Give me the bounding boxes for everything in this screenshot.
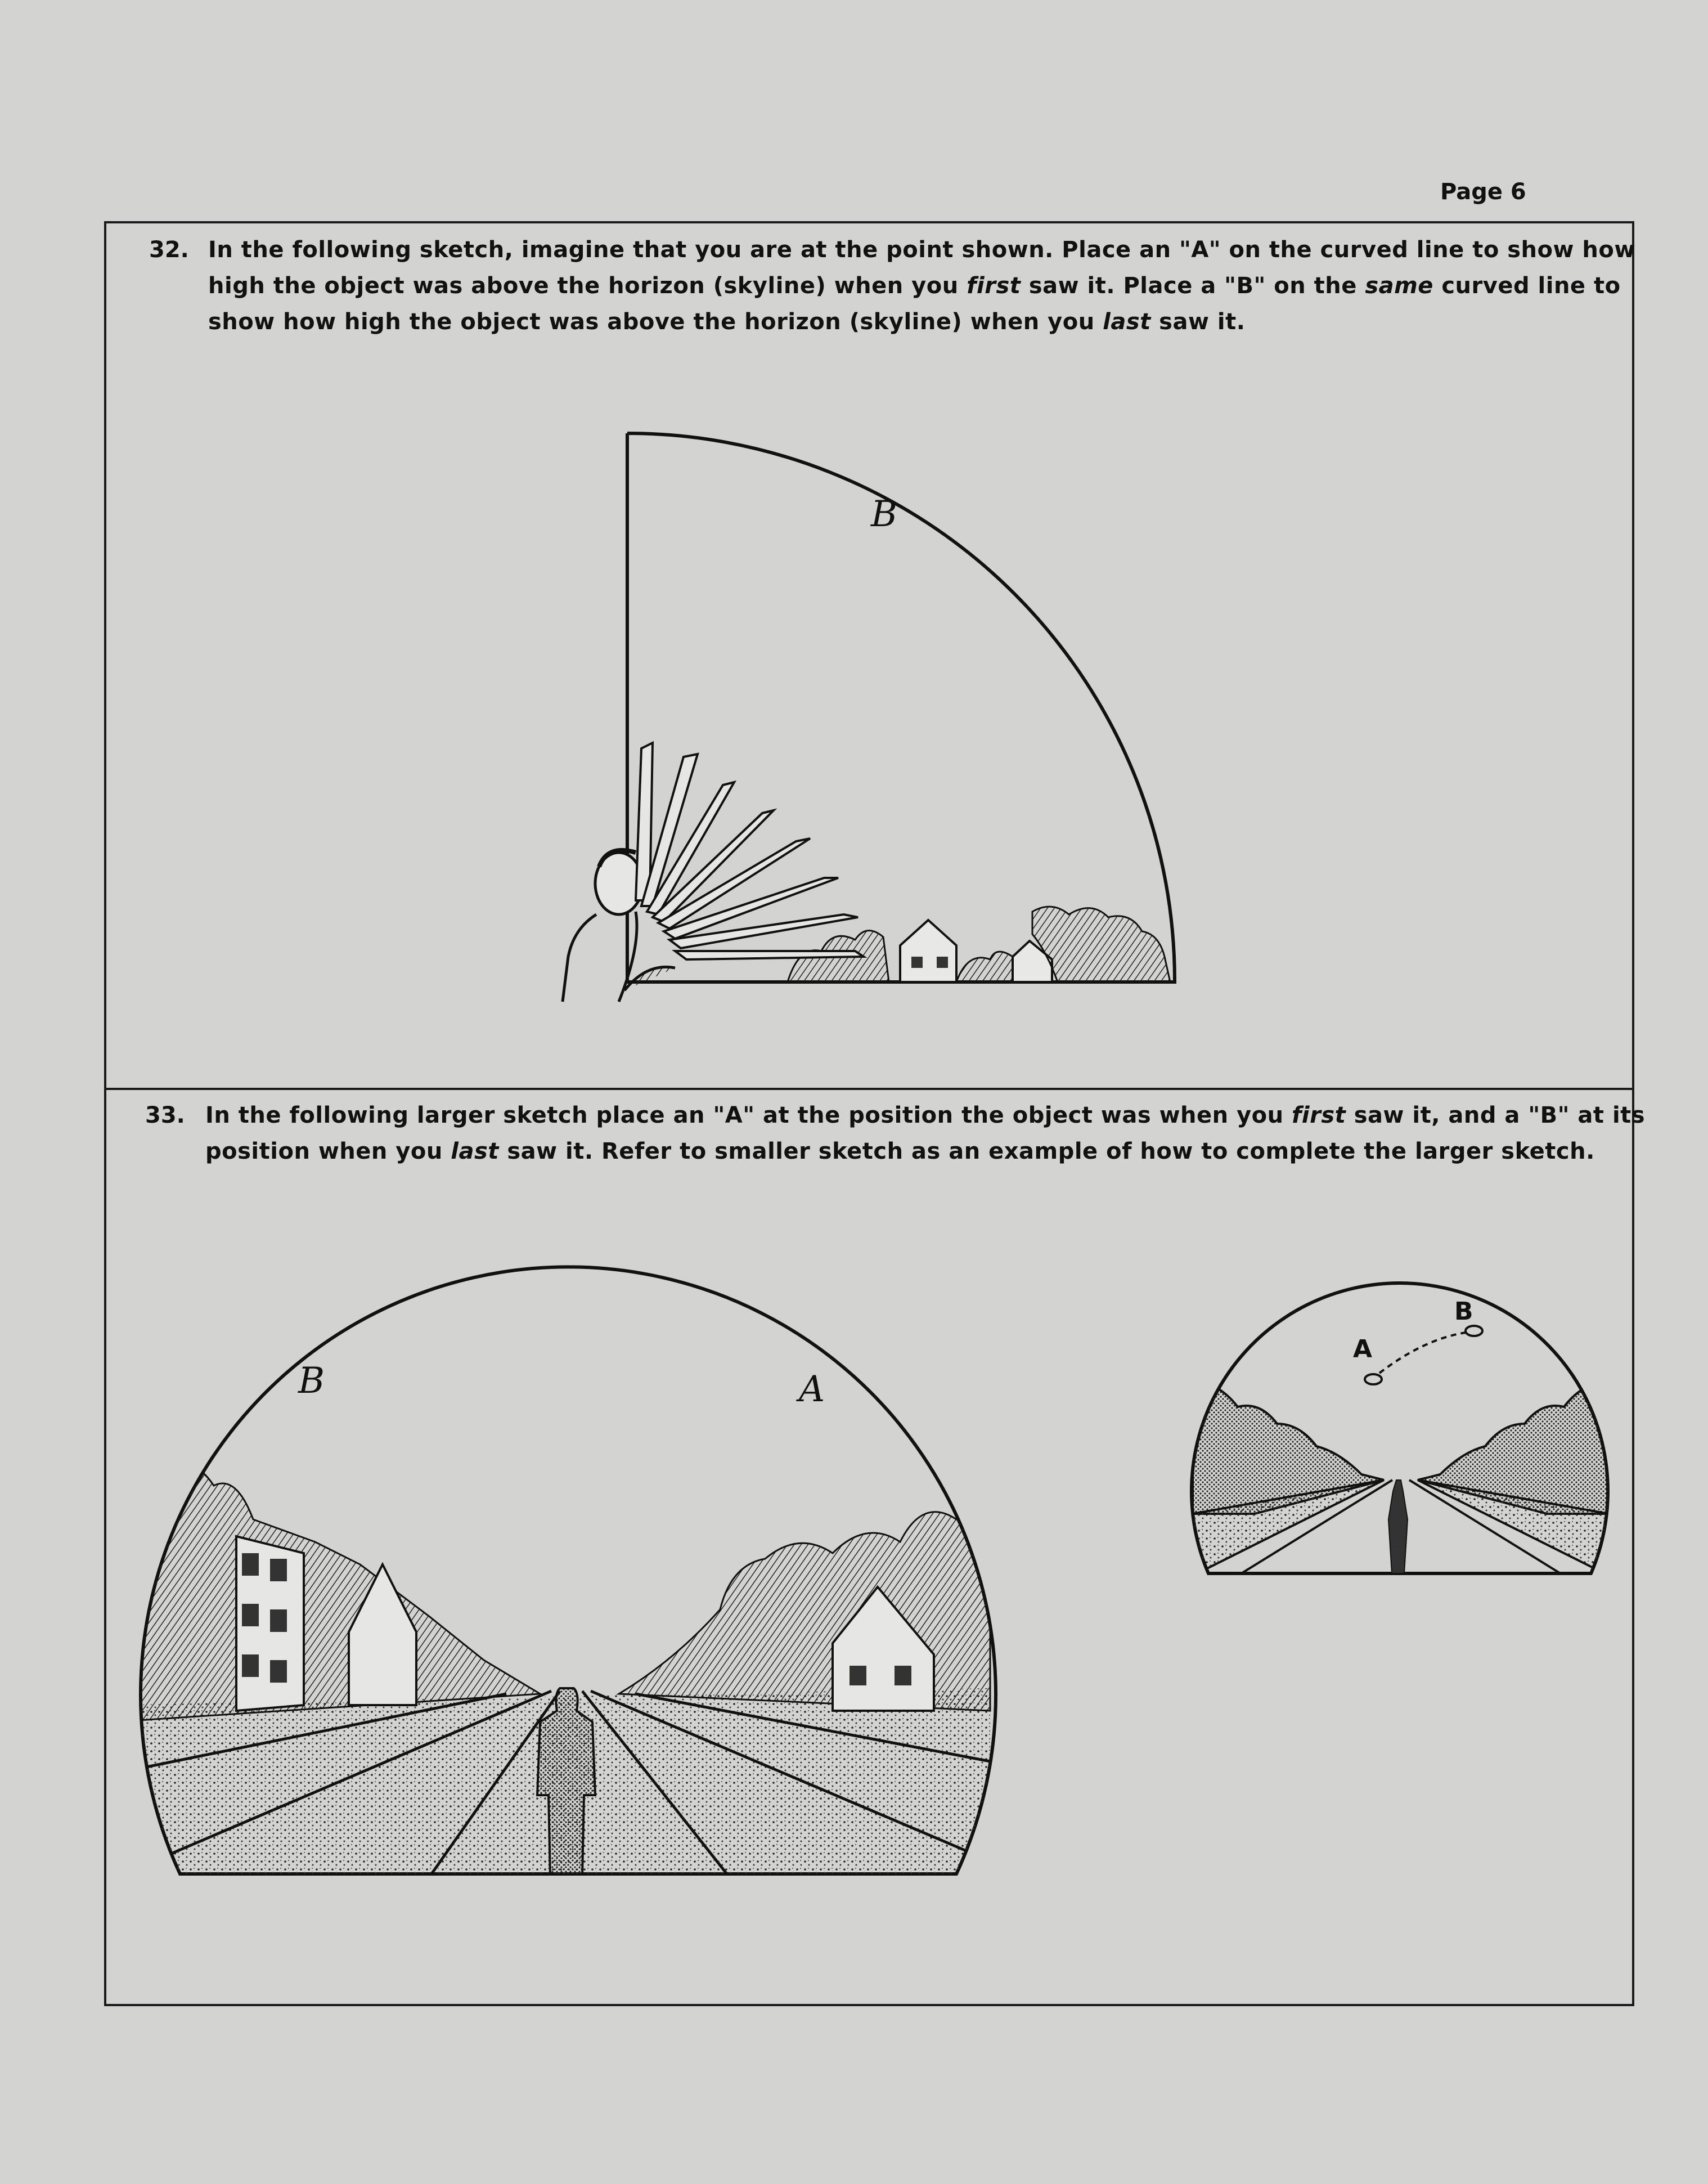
question-33-line-1: In the following larger sketch place an "A" at the position the object was when you first saw it, and a "B" at its: [205, 1102, 1646, 1128]
question-32-line-1: In the following sketch, imagine that you are at the point shown. Place an "A" on the curved line to show how: [208, 237, 1635, 263]
page-number: Page 6: [1440, 179, 1526, 205]
pointing-arms: [636, 743, 864, 959]
small-example-sketch: [1192, 1283, 1609, 1576]
question-33-line-2: position when you last saw it. Refer to smaller sketch as an example of how to complete the larger sketch.: [205, 1138, 1595, 1164]
large-street-sketch: [113, 1267, 996, 1880]
question-32-line-2: high the object was above the horizon (skyline) when you first saw it. Place a "B" on the same curved line to: [208, 273, 1621, 299]
handwritten-mark-a-large: A: [799, 1369, 825, 1410]
example-position-a: [1365, 1374, 1382, 1384]
example-label-b: B: [1454, 1297, 1473, 1326]
small-standing-figure: [1388, 1480, 1408, 1573]
question-32-line-3: show how high the object was above the horizon (skyline) when you last saw it.: [208, 309, 1246, 335]
example-dashed-path: [1379, 1333, 1466, 1373]
handwritten-mark-b-large: B: [298, 1360, 325, 1402]
example-label-a: A: [1353, 1335, 1373, 1364]
large-left-trees: [113, 1449, 540, 1722]
question-33-number: 33.: [145, 1102, 185, 1128]
question-32-number: 32.: [149, 237, 189, 263]
handwritten-mark-b-q32: B: [871, 494, 898, 535]
example-position-b: [1466, 1326, 1482, 1336]
quarter-circle-sketch: [563, 433, 1175, 1002]
